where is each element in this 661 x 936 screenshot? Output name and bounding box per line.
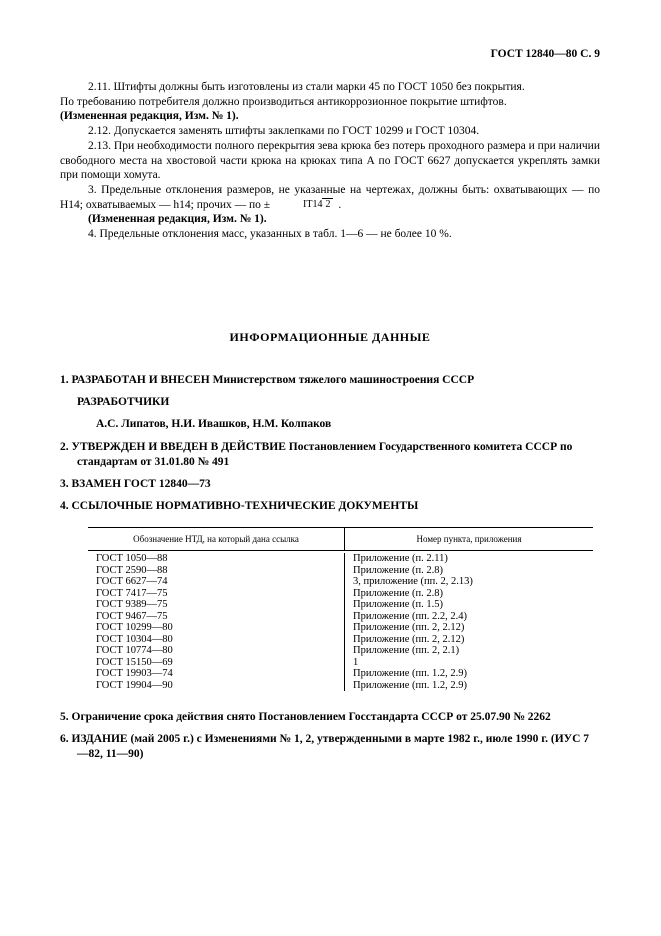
table-row	[88, 680, 593, 692]
table-row	[88, 657, 593, 669]
table-row	[88, 599, 593, 611]
cell-ref: ГОСТ 1050—88	[88, 553, 345, 565]
cell-ref: ГОСТ 7417—75	[88, 588, 345, 600]
info-item-4: 4. ССЫЛОЧНЫЕ НОРМАТИВНО-ТЕХНИЧЕСКИЕ ДОКУМЕНТЫ	[60, 499, 419, 512]
table-row	[88, 645, 593, 657]
table-header-cell-ref: Обозначение НТД, на который дана ссылка	[88, 528, 345, 550]
changed-revision-note-1: (Измененная редакция, Изм. № 1).	[60, 110, 239, 123]
table-row	[88, 565, 593, 577]
table-header-row	[88, 528, 593, 551]
cell-ref: ГОСТ 10304—80	[88, 634, 345, 646]
info-item-1: 1. РАЗРАБОТАН И ВНЕСЕН Министерством тяжелого машиностроения СССР	[60, 373, 475, 386]
body-text-section	[60, 80, 600, 242]
cell-note: Приложение (п. 1.5)	[353, 599, 443, 611]
cell-ref: ГОСТ 9389—75	[88, 599, 345, 611]
tolerance-fraction	[275, 199, 333, 211]
table-row	[88, 622, 593, 634]
cell-ref: ГОСТ 2590—88	[88, 565, 345, 577]
table-row	[88, 588, 593, 600]
page-header: ГОСТ 12840—80 С. 9	[490, 48, 600, 60]
table-row	[88, 553, 593, 565]
paragraph-3-text: 3. Предельные отклонения размеров, не указанные на чертежах, должны быть: охватывающих — по Н14; охватываемых — h14; прочих — по ±	[60, 184, 600, 211]
info-item-3: 3. ВЗАМЕН ГОСТ 12840—73	[60, 477, 211, 490]
info-item-1-developers-label: РАЗРАБОТЧИКИ	[77, 395, 170, 408]
table-row	[88, 668, 593, 680]
cell-ref: ГОСТ 9467—75	[88, 611, 345, 623]
cell-note: Приложение (пп. 1.2, 2.9)	[353, 679, 467, 691]
paragraph-4: 4. Предельные отклонения масс, указанных в табл. 1—6 — не более 10 %.	[88, 228, 452, 241]
info-list	[60, 373, 600, 762]
paragraph-2-13: 2.13. При необходимости полного перекрытия зева крюка без потерь проходного размера и при наличии свободного места на хвостовой части крюка на крюках типа А по ГОСТ 6627 допускается укреплять замки при помощи хомута.	[60, 139, 600, 182]
cell-note: 3, приложение (пп. 2, 2.13)	[353, 576, 473, 588]
paragraph-3	[60, 183, 600, 212]
cell-ref: ГОСТ 15150—69	[88, 657, 345, 669]
cell-ref: ГОСТ 6627—74	[88, 576, 345, 588]
table-row	[88, 634, 593, 646]
cell-note: Приложение (пп. 2, 2.1)	[353, 645, 460, 657]
info-section-heading: ИНФОРМАЦИОННЫЕ ДАННЫЕ	[229, 329, 431, 344]
cell-note: Приложение (пп. 2, 2.12)	[353, 622, 465, 634]
table-row	[88, 576, 593, 588]
cell-note: 1	[353, 656, 359, 668]
paragraph-3-period: .	[335, 198, 342, 211]
cell-ref: ГОСТ 10299—80	[88, 622, 345, 634]
table-header-cell-note: Номер пункта, приложения	[416, 534, 522, 545]
table-row	[88, 611, 593, 623]
info-item-5: 5. Ограничение срока действия снято Постановлением Госстандарта СССР от 25.07.90 № 2262	[60, 711, 551, 724]
fraction-denominator: 2	[322, 198, 333, 210]
cell-note: Приложение (п. 2.11)	[353, 553, 448, 565]
cell-note: Приложение (п. 2.8)	[353, 564, 443, 576]
paragraph-2-11: 2.11. Штифты должны быть изготовлены из стали марки 45 по ГОСТ 1050 без покрытия.	[88, 81, 525, 93]
changed-revision-note-2: (Измененная редакция, Изм. № 1).	[88, 213, 267, 226]
ntd-reference-table	[88, 527, 593, 694]
cell-ref: ГОСТ 19903—74	[88, 668, 345, 680]
paragraph-2-11-note: По требованию потребителя должно производиться антикоррозионное покрытие штифтов.	[60, 95, 507, 108]
cell-ref: ГОСТ 19904—90	[88, 680, 345, 692]
info-item-6: 6. ИЗДАНИЕ (май 2005 г.) с Изменениями № 1, 2, утвержденными в марте 1982 г., июле 1990 г. (ИУС 7—82, 11—90)	[60, 733, 590, 761]
info-item-2: 2. УТВЕРЖДЕН И ВВЕДЕН В ДЕЙСТВИЕ Постановлением Государственного комитета СССР по стандартам от 31.01.80 № 491	[60, 440, 573, 468]
cell-note: Приложение (пп. 2, 2.12)	[353, 633, 465, 645]
info-item-1-developer-names: А.С. Липатов, Н.И. Ивашков, Н.М. Колпаков	[96, 417, 332, 430]
table-body	[88, 551, 593, 694]
cell-note: Приложение (пп. 1.2, 2.9)	[353, 668, 467, 680]
cell-note: Приложение (пп. 2.2, 2.4)	[353, 610, 467, 622]
fraction-numerator: IT14	[303, 199, 323, 211]
cell-note: Приложение (п. 2.8)	[353, 587, 443, 599]
cell-ref: ГОСТ 10774—80	[88, 645, 345, 657]
paragraph-2-12: 2.12. Допускается заменять штифты заклепками по ГОСТ 10299 и ГОСТ 10304.	[88, 125, 480, 138]
